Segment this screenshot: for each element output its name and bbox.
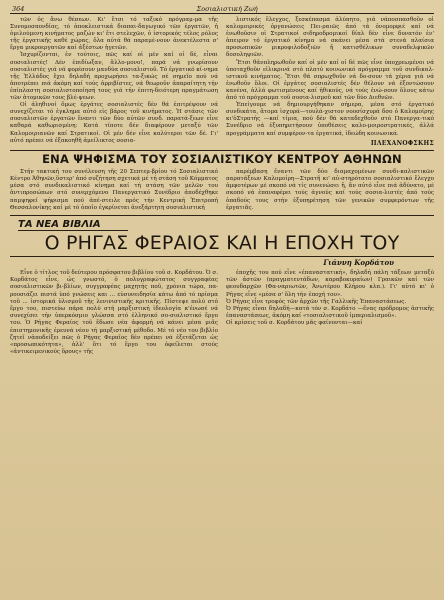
page-number: 364 [12,4,25,13]
article-3 [10,270,434,356]
article-3-byline: Γιάννη Κορδάτου [323,257,394,267]
paragraph: λιστικός ἔλεγχος, ξεσκέπασμα ἀλύπητο, γιά νάποσπασθοῦν οἱ καλομοιρικές ὀργανώσεις Πει-ραιῶς ἀπό τά ὀνομορφιέ καί νά ἐνωθοῦσιν οἱ Στρατικοί σιδηροδρομικοί δίπλ δέν εἶνε δυνατόν ἐν' ἀπειρον τό ἐργατικό κίνημα νά σκάνει μέσα στά στενά πλαίσια προσωπικῶν μικροφιλοδοξιῶν ἤ κατισθέλικων συναδελφικῶν δοσοληψιῶν. [226,17,434,59]
section-kicker: ΤΑ ΝΕΑ ΒΙΒΛΙΑ [18,218,101,230]
paragraph: Ἔτσι θἀνπληρωθοῦν καί οἱ μέν καί οἱ δέ πῶς εἶνε ὑποχρεωμένοι νά ὑποταχθοῦν εἰλικρινά στό πλατύ κοινωνικό πρόγραμμα τοῦ συνδικαλ-ιστικοῦ κινήματος. Ἔτσι θά σπρωχθοῦν νά δο-σουν τά χέρια γιά νά ἐνωθοῦν ὅλοι. Οἱ ἐργάτες σοσιαλιστές δέν θέλουν νά ἐξοντώσουν κανένα, ἀλλά φωτισμένους καί ἠθικούς, νά τούς ἐνώ-σουν ὅλους κάτω ἀπό τό πρόγραμμα τοῦ σοσια-λισμοῦ καί τῶν δύο Διεθνῶν. [226,59,434,102]
article-2-right-column [226,169,434,212]
paragraph: Ἰσχυρίζονται, ἐν τούτοις, πῶς καί οἱ μέν καί οἱ δέ, εἶναι σοσιαλιστές! Δέν ἐπιδίωξαν, ἄλλο-μονο!, παρά νά γνωρίσουν σοσιαλιστές γιά νά φορέσουν μανδύα σοσιαλιστοῦ. Τό ἐργατικό κί-νημα τῆς Ἑλλάδος ἔχει δηλαδή προχωρήσει τα-ξικώς σέ σημεῖο πού νά ἀποτρέπει πιά ἀκόμη καί τούς ἀρριβίστες, νά θεωροῦν ἀπαραίτητη τήν ἐπίπλαστη σοσιαλιστοποίησή τους γιά τήν ἐπιτη-δειότερη πραγμάτωση τῶν ἀτομικῶν τους βλέ-ψεων. [10,52,218,102]
paragraph: Ἐπείγουμε νά δημιουργήθηκαν σήμερα, μέσα στό ἐργατικό συνδικάτα, ἄτομα ἰσχυρά—τουλά-χιστον νοοσίσχυρά δσο ὁ Καλομοίρης κι'ὁΣτρατής —καί τίμια, πού δέν θά καταδεχθοῦν στό Πανεργα-τικό Συνέδριο νά ἐξυπηρετήσουν ὑποθέσεις καλο-μοιροστρατικές, ἀλλά προγράμματα καί συμφέρον-τα ἐργατικά, ἰδεώδη κοινωνικά. [226,102,434,137]
running-head [10,4,434,14]
article-3-right-column [226,270,434,356]
article-1-right-column [226,17,434,147]
article-3-left-column [10,270,218,356]
paragraph: παρέμβαση ἔναντι τῶν δύο διαμαχομένων συνδι-καλιστικῶν παρατάξεων Καλομοίρη—Στρατῆ κι' αὐ-στηρότατο σοσιαλιστικό ἔλεγχο ἀμφοτέρων μέ σκοπό νά τίς συνενώσει ἤ, ἄν αὐτό εἶνε πιά ἀδύνατο, μέ σκοπό νά ἐπαναφέρει τούς ἀγνούς καί τούς σοσια-λιστές ἀπό τούς ὁπαδούς τους στήν ἐξυπηρέτηση τῶν γενικῶν συμφερόντων τῆς ἐργατιᾶς. [226,168,434,211]
paragraph: Οἱ ἀληθινοί ὅμως ἐργάτες σοσιαλιστές δέν θά ἐπιτρέψουν νά συνεχίζεται τό ἐγκλημα αὐτό εἰς βάρος τοῦ κινήματος. Ἡ στάσις τῶν σοσιαλιστῶν ἐργατῶν ἔναντι τῶν δύο αὐτῶν συνδ. παρατά-ξεων εἶνε καθαρά καθωρισμένη: Κατά τίποτε δέν διαφέρουν μεταξύ τῶν Καλομοιριανῶν καί Στρατικοί. Οἱ μέν δέν εἶνε καλύτεροι τῶν δέ. Γι' αὐτό πρέπει νά ἐξακοηθῆ ἀμείλικτος σοσια- [10,102,218,144]
article-2-headline: ΕΝΑ ΨΗΦΙΣΜΑ ΤΟΥ ΣΟΣΙΑΛΙΣΤΙΚΟΥ ΚΕΝΤΡΟΥ ΑΘΗΝΩΝ [42,151,402,166]
author-signature: ΠΛΕΧΑΝΟΦΣΚΗΣ [370,139,434,147]
article-1-left-column [10,17,218,147]
paragraph: ἐποχῆς του πού εἶνε «ἐπαναστατική», δηλαδή πάλη τάξεων μεταξύ τῶν ἀστῶν (πραγματευτάδων, καραβοκυραίων) Γραικῶν καί τῶν φεουδαρχῶν (Φα-ναριωτῶν, Ἀνωτέρου Κλήρου κλπ.). Γι' αὐτό κι' ὁ Ρήγας εἶνε «μέσα σ' ὅλη τήν ἐποχή του». Ὁ Ρήγας εἶνε τροφός τῶν ἀρχῶν τῆς Γαλλικῆς Ἐπαναστάσεως. Ὁ Ρήγας εἶναι δηλαδή—κατά τόν σ. Κορδάτο —ἕνας πρόδρομος ἀστικῆς ἐπαναστάσεως, ἀκόμη καί «τοσιαλιστικοῦ ἰμπεριαλισμοῦ». Οἱ κρίσεις τοῦ σ. Κορδάτου μᾶς φαίνονται—καί [226,269,434,327]
section-divider [10,150,434,151]
article-2-left-column [10,169,218,212]
section-divider [10,215,434,216]
running-head-spacer [430,5,432,13]
article-2 [10,169,434,212]
paragraph: τῶν ὁς ἄνω θέσεων. Κι' ἔτσι τό ταξικό πρόγραμ-μα τῆς Συνομοσπονδίας, τό ἀποκλειστικά διαπαι-δαγωγικό τῶν ἐργατῶν, ἡ ὁμιλούμενη κινήματος μαζών κι' ἔτι στελεχῶν, ὁ ἱστορικός τέλος ρόλος τῆς ἐργατικῆς καθέ χώρας, ὅλα αὐτά θά παραμέ-νουν ἀνεκτέλεστα σ' ἔργα μικροεργατῶν καί ἀξέστων ἡγετῶν. [10,17,218,52]
article-3-title: Ο ΡΗΓΑΣ ΦΕΡΑΙΟΣ ΚΑΙ Η ΕΠΟΧΗ ΤΟΥ [44,231,400,254]
paragraph: Στήν τακτική του συνέλευση τῆς 20 Σεπτεμ-βρίου τό Σοσιαλιστικό Κέντρο Ἀθηνῶν,ὕστερ' ἀπό συζήτηση σχετικά μέ τή στάση τοῦ Κόμματος μέσα στό συνδικαλιστικό κίνημα καί τή στάση τῶν μελῶν του ἀντιπροσώπων στό συνερχόμενο Πανεργατικό Συνέδριο ἀποδέχθηκε παμψηφεί ψήφισμα πού ἀπέ-στειλε πρός τήν Κεντρική Ἐπιτροπή Θεσσαλονίκης καί μέ τό ὁποῖο ἐγκρίνεται ἀνεξάρτητη σοσιαλιστική [10,168,218,211]
journal-title: Σοσιαλιστική Ζωή [196,4,258,13]
title-divider [10,256,434,257]
kicker-underline [18,230,128,231]
article-1 [10,17,434,147]
paragraph: Εἶνε ὁ τίτλος τοῦ δεύτερου πρόσφατου βιβλίου τοῦ σ. Κορδάτου. Ὁ σ. Κορδάτος εἶνε, ὡς γνωστό, ὁ πολυγραφώτατος συγγραφέας σοσιαλιστικῶν βι-βλίων, συγγραφέας μαχητής ποῦ, χρόνια τώρα, πα-ρουσιάζει πιστά ὑπό γνώσεις και ... εὐσυνειδησία κάτω ἀπό τό πρίσμα τοῦ ... ἱστορικά ὑλισμοῦ τῆς λενινιστικῆς κριτικῆς. Πίστεψε πολύ στό ἔργο του, πιστεύω πάρα πολύ στή μαρξιστική ἰδεολογία κ'ἐνωσέ νά συνεχίσει τήν ὑπερκόσμιο γλώσσα στό ἐλληνικό σο-σιαλιστικό ἔργο του. Ὁ Ρήγας Φεραίος τοῦ ἔδωσε νέα ἀφορμή νά κάνει μέσα μιᾶς ἐπιστημονικῆς ἐρευνά νέου τή μαρξιστική μέθοδο. Μέ τό νέο του βιβλίο ζητεῖ νἀποδείξει πῶς ὁ Ρήγας Φεραῖος δέν πρέπει νά ἐξετάζεται ὡς «προσωπικότητα», ἀλλ' ὅτι τό ἔργο του ὀφείλεται στούς «ἀντικειμενικούς ὅρους» τῆς [10,269,218,356]
